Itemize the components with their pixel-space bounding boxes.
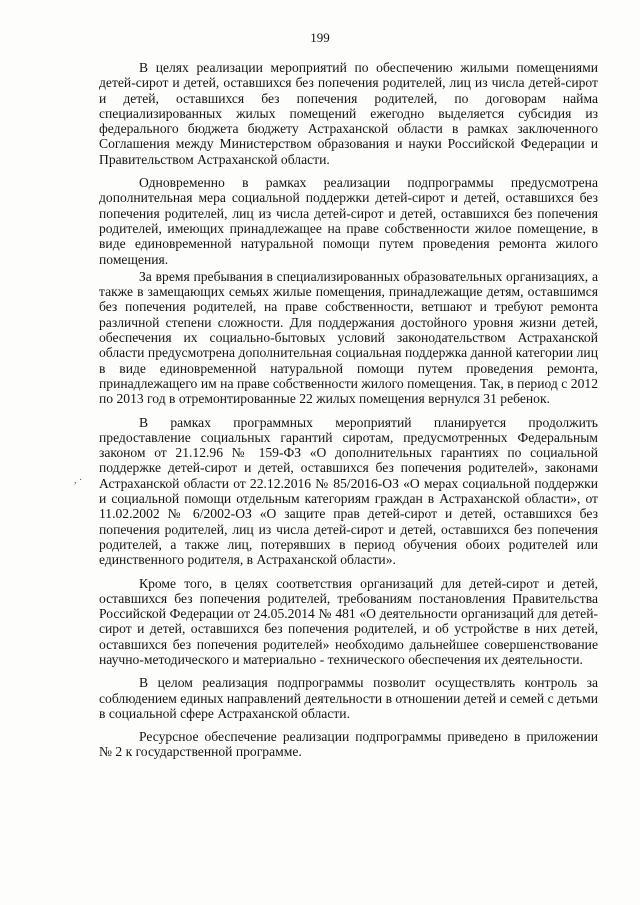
paragraph-repair-support: Одновременно в рамках реализации подпрограммы предусмотрена дополнительная мера социальной поддержки детей-сирот и детей, оставшихся без попечения родителей, лиц из числа детей-сирот и детей, оставшихся без попечения родителей, имеющих принадлежащее на праве собственности жилое помещение, в виде единовременной натуральной помощи путем проведения ремонта жилого помещения. <box>99 175 598 267</box>
paragraph-control: В целом реализация подпрограммы позволит осуществлять контроль за соблюдением единых направлений деятельности в отношении детей и семей с детьми в социальной сфере Астраханской области. <box>99 675 598 721</box>
paragraph-social-guarantees: В рамках программных мероприятий планируется продолжить предоставление социальных гарантий сиротам, предусмотренных Федеральным законом от 21.12.96 № 159-ФЗ «О дополнительных гарантиях по социальной поддержке детей-сирот и детей, оставшихся без попечения родителей», законами Астраханской области от 22.12.2016 № 85/2016-ОЗ «О мерах социальной поддержки и социальной помощи отдельным категориям граждан в Астраханской области», от 11.02.2002 № 6/2002-ОЗ «О защите прав детей-сирот и детей, оставшихся без попечения родителей, лиц из числа детей-сирот и детей, оставшихся без попечения родителей, а также лиц, потерявших в период обучения обоих родителей или единственного родителя, в Астраханской области». <box>99 414 598 568</box>
document-body <box>99 60 598 760</box>
page-number: 199 <box>310 30 330 45</box>
paragraph-housing-condition: За время пребывания в специализированных образовательных организациях, а также в замещающих семьях жилые помещения, принадлежащие детям, оставшимся без попечения родителей, на праве собственности, ветшают и требуют ремонта различной степени сложности. Для поддержания достойного уровня жизни детей, обеспечения их социально-бытовых условий законодательством Астраханской области предусмотрена дополнительная социальная поддержка данной категории лиц в виде единовременной натуральной помощи путем проведения ремонта, принадлежащего им на праве собственности жилого помещения. Так, в период с 2012 по 2013 год в отремонтированные 22 жилых помещения вернулся 31 ребенок. <box>99 268 598 407</box>
paragraph-organizations: Кроме того, в целях соответствия организаций для детей-сирот и детей, оставшихся без попечения родителей, требованиям постановления Правительства Российской Федерации от 24.05.2014 № 481 «О деятельности организаций для детей-сирот и детей, оставшихся без попечения родителей, и об устройстве в них детей, оставшихся без попечения родителей» необходимо дальнейшее совершенствование научно-методического и материально - технического обеспечения их деятельности. <box>99 575 598 667</box>
stray-mark: , · <box>74 475 83 486</box>
paragraph-subsidy: В целях реализации мероприятий по обеспечению жилыми помещениями детей-сирот и детей, оставшихся без попечения родителей, лиц из числа детей-сирот и детей, оставшихся без попечения родителей, по договорам найма специализированных жилых помещений ежегодно выделяется субсидия из федерального бюджета бюджету Астраханской области в рамках заключенного Соглашения между Министерством образования и науки Российской Федерации и Правительством Астраханской области. <box>99 60 598 167</box>
paragraph-resources: Ресурсное обеспечение реализации подпрограммы приведено в приложении № 2 к государственной программе. <box>99 729 598 760</box>
